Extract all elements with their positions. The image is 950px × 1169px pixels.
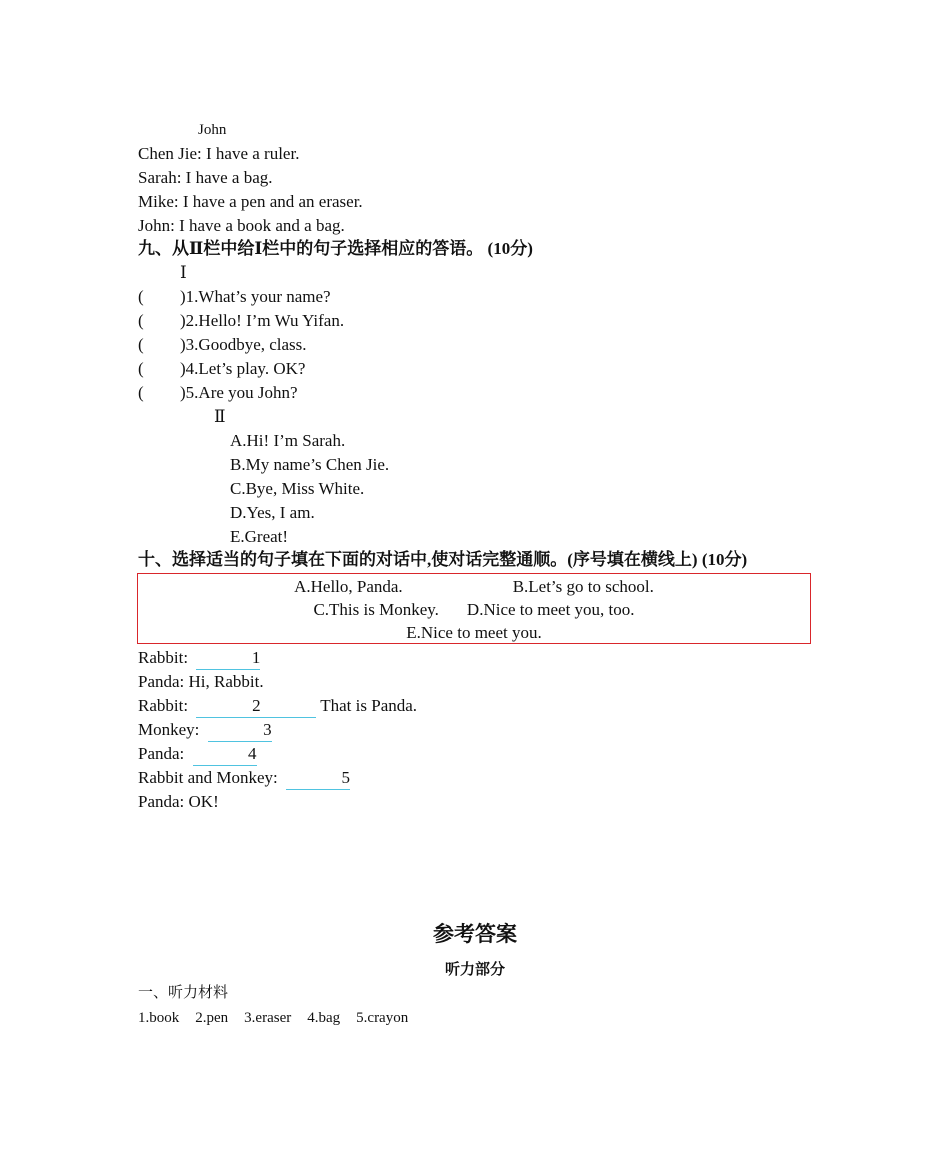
dialogue-line	[138, 742, 257, 766]
reply-option: E.Great!	[230, 527, 289, 546]
reply-option: A.Hi! I’m Sarah.	[230, 431, 346, 450]
options-row	[138, 598, 810, 622]
answer-paren[interactable]: (	[138, 359, 144, 378]
speaker: Panda: OK!	[138, 792, 219, 811]
answer-item: 3.eraser	[244, 1010, 292, 1026]
dialogue-line	[138, 694, 417, 718]
option-a: A.Hello, Panda.	[294, 577, 403, 596]
option-e: E.Nice to meet you.	[406, 623, 542, 642]
dialogue-line	[138, 790, 219, 814]
section10-heading: 十、选择适当的句子填在下面的对话中,使对话完整通顺。(序号填在横线上) (10分)	[138, 550, 748, 569]
question-item	[138, 285, 331, 309]
dialogue-line	[138, 718, 272, 742]
speaker: Rabbit:	[138, 696, 193, 715]
answer-paren[interactable]: (	[138, 335, 144, 354]
listening-line: Chen Jie: I have a ruler.	[138, 144, 300, 163]
question-item	[138, 381, 298, 405]
answer-blank[interactable]: 1	[196, 648, 260, 670]
question-text: )1.What’s your name?	[180, 287, 331, 306]
dialogue-continuation: That is Panda.	[316, 696, 418, 715]
section9-heading: 九、从Ⅱ栏中给Ⅰ栏中的句子选择相应的答语。 (10分)	[138, 239, 533, 258]
answer-paren[interactable]: (	[138, 383, 144, 402]
answer-paren[interactable]: (	[138, 311, 144, 330]
speaker: Rabbit:	[138, 648, 193, 667]
column1-label: Ⅰ	[180, 263, 187, 282]
dialogue-line	[138, 766, 350, 790]
speaker: Panda:	[138, 744, 189, 763]
answer-blank[interactable]: 5	[286, 768, 350, 790]
answer-paren[interactable]: (	[138, 287, 144, 306]
answer-blank[interactable]: 4	[193, 744, 257, 766]
reply-option: D.Yes, I am.	[230, 503, 315, 522]
answers-part1-label: 一、听力材料	[138, 985, 229, 1001]
question-text: )5.Are you John?	[180, 383, 298, 402]
question-item	[138, 333, 307, 357]
answer-item: 4.bag	[307, 1010, 341, 1026]
answer-blank[interactable]: 3	[208, 720, 272, 742]
question-text: )4.Let’s play. OK?	[180, 359, 306, 378]
listening-line: John: I have a book and a bag.	[138, 216, 345, 235]
options-row	[138, 621, 810, 645]
answer-item: 1.book	[138, 1010, 180, 1026]
answer-item: 2.pen	[195, 1010, 229, 1026]
answers-title: 参考答案	[433, 922, 517, 946]
speaker: Panda: Hi, Rabbit.	[138, 672, 264, 691]
option-d: D.Nice to meet you, too.	[466, 600, 635, 619]
listening-line: Sarah: I have a bag.	[138, 168, 273, 187]
dialogue-line	[138, 670, 264, 694]
listening-line: Mike: I have a pen and an eraser.	[138, 192, 363, 211]
options-box	[137, 573, 811, 644]
options-row	[138, 575, 810, 599]
reply-option: B.My name’s Chen Jie.	[230, 455, 390, 474]
question-text: )3.Goodbye, class.	[180, 335, 307, 354]
question-item	[138, 309, 344, 333]
speaker: Monkey:	[138, 720, 204, 739]
answer-item: 5.crayon	[356, 1010, 409, 1026]
answers-subtitle: 听力部分	[444, 962, 505, 978]
question-item	[138, 357, 305, 381]
option-b: B.Let’s go to school.	[512, 577, 654, 596]
reply-option: C.Bye, Miss White.	[230, 479, 365, 498]
dialogue-line	[138, 646, 260, 670]
answer-blank[interactable]: 2	[196, 696, 316, 718]
answers-part1-items	[138, 1006, 408, 1030]
option-c: C.This is Monkey.	[313, 600, 439, 619]
speaker: Rabbit and Monkey:	[138, 768, 283, 787]
question-text: )2.Hello! I’m Wu Yifan.	[180, 311, 345, 330]
speaker-label: John	[198, 122, 227, 138]
column2-label: Ⅱ	[214, 407, 226, 426]
